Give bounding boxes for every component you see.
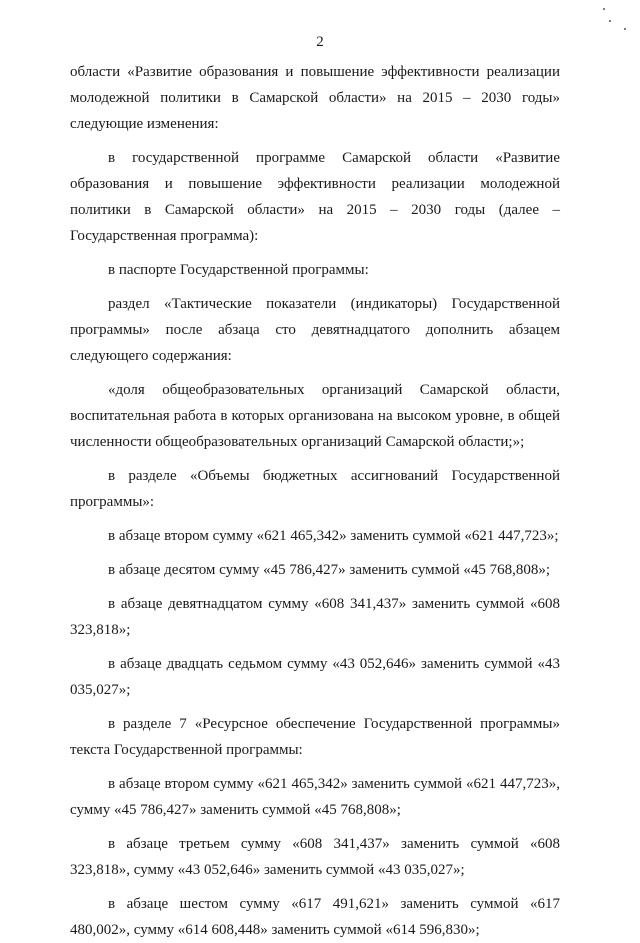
paragraph-twenty-seventh-abzac: в абзаце двадцать седьмом сумму «43 052,646» заменить суммой «43 035,027»; xyxy=(70,656,560,698)
scan-speck xyxy=(603,8,605,10)
paragraph-second-abzac: в абзаце втором сумму «621 465,342» заменить суммой «621 447,723»; xyxy=(108,528,559,544)
paragraph-s7-second-abzac: в абзаце втором сумму «621 465,342» заменить суммой «621 447,723», сумму «45 786,427» заменить суммой «45 768,808»; xyxy=(70,776,560,818)
paragraph-s7-third-abzac: в абзаце третьем сумму «608 341,437» заменить суммой «608 323,818», сумму «43 052,646» заменить суммой «43 035,027»; xyxy=(70,836,560,878)
paragraph-intro: области «Развитие образования и повышение эффективности реализации молодежной политики в Самарской области» на 2015 – 2030 годы» следующие изменения: xyxy=(70,64,560,132)
paragraph-quote-share: «доля общеобразовательных организаций Самарской области, воспитательная работа в которых организована на высоком уровне, в общей численности общеобразовательных организаций Самарской области;»; xyxy=(70,382,560,450)
paragraph-tenth-abzac: в абзаце десятом сумму «45 786,427» заменить суммой «45 768,808»; xyxy=(108,562,551,578)
scan-speck xyxy=(609,20,611,22)
paragraph-passport: в паспорте Государственной программы: xyxy=(108,262,369,278)
page-number: 2 xyxy=(316,34,324,50)
scan-speck xyxy=(624,28,626,30)
paragraph-tactical-indicators: раздел «Тактические показатели (индикаторы) Государственной программы» после абзаца сто девятнадцатого дополнить абзацем следующего содержания: xyxy=(70,296,560,364)
paragraph-nineteenth-abzac: в абзаце девятнадцатом сумму «608 341,437» заменить суммой «608 323,818»; xyxy=(70,596,560,638)
paragraph-budget-section: в разделе «Объемы бюджетных ассигнований Государственной программы»: xyxy=(70,468,560,510)
document-body xyxy=(70,59,560,943)
paragraph-section-7: в разделе 7 «Ресурсное обеспечение Государственной программы» текста Государственной программы: xyxy=(70,716,560,758)
paragraph-state-program: в государственной программе Самарской области «Развитие образования и повышение эффективности реализации молодежной политики в Самарской области» на 2015 – 2030 годы (далее – Государственная программа): xyxy=(70,150,560,244)
paragraph-s7-sixth-abzac: в абзаце шестом сумму «617 491,621» заменить суммой «617 480,002», сумму «614 608,448» заменить суммой «614 596,830»; xyxy=(70,896,560,938)
